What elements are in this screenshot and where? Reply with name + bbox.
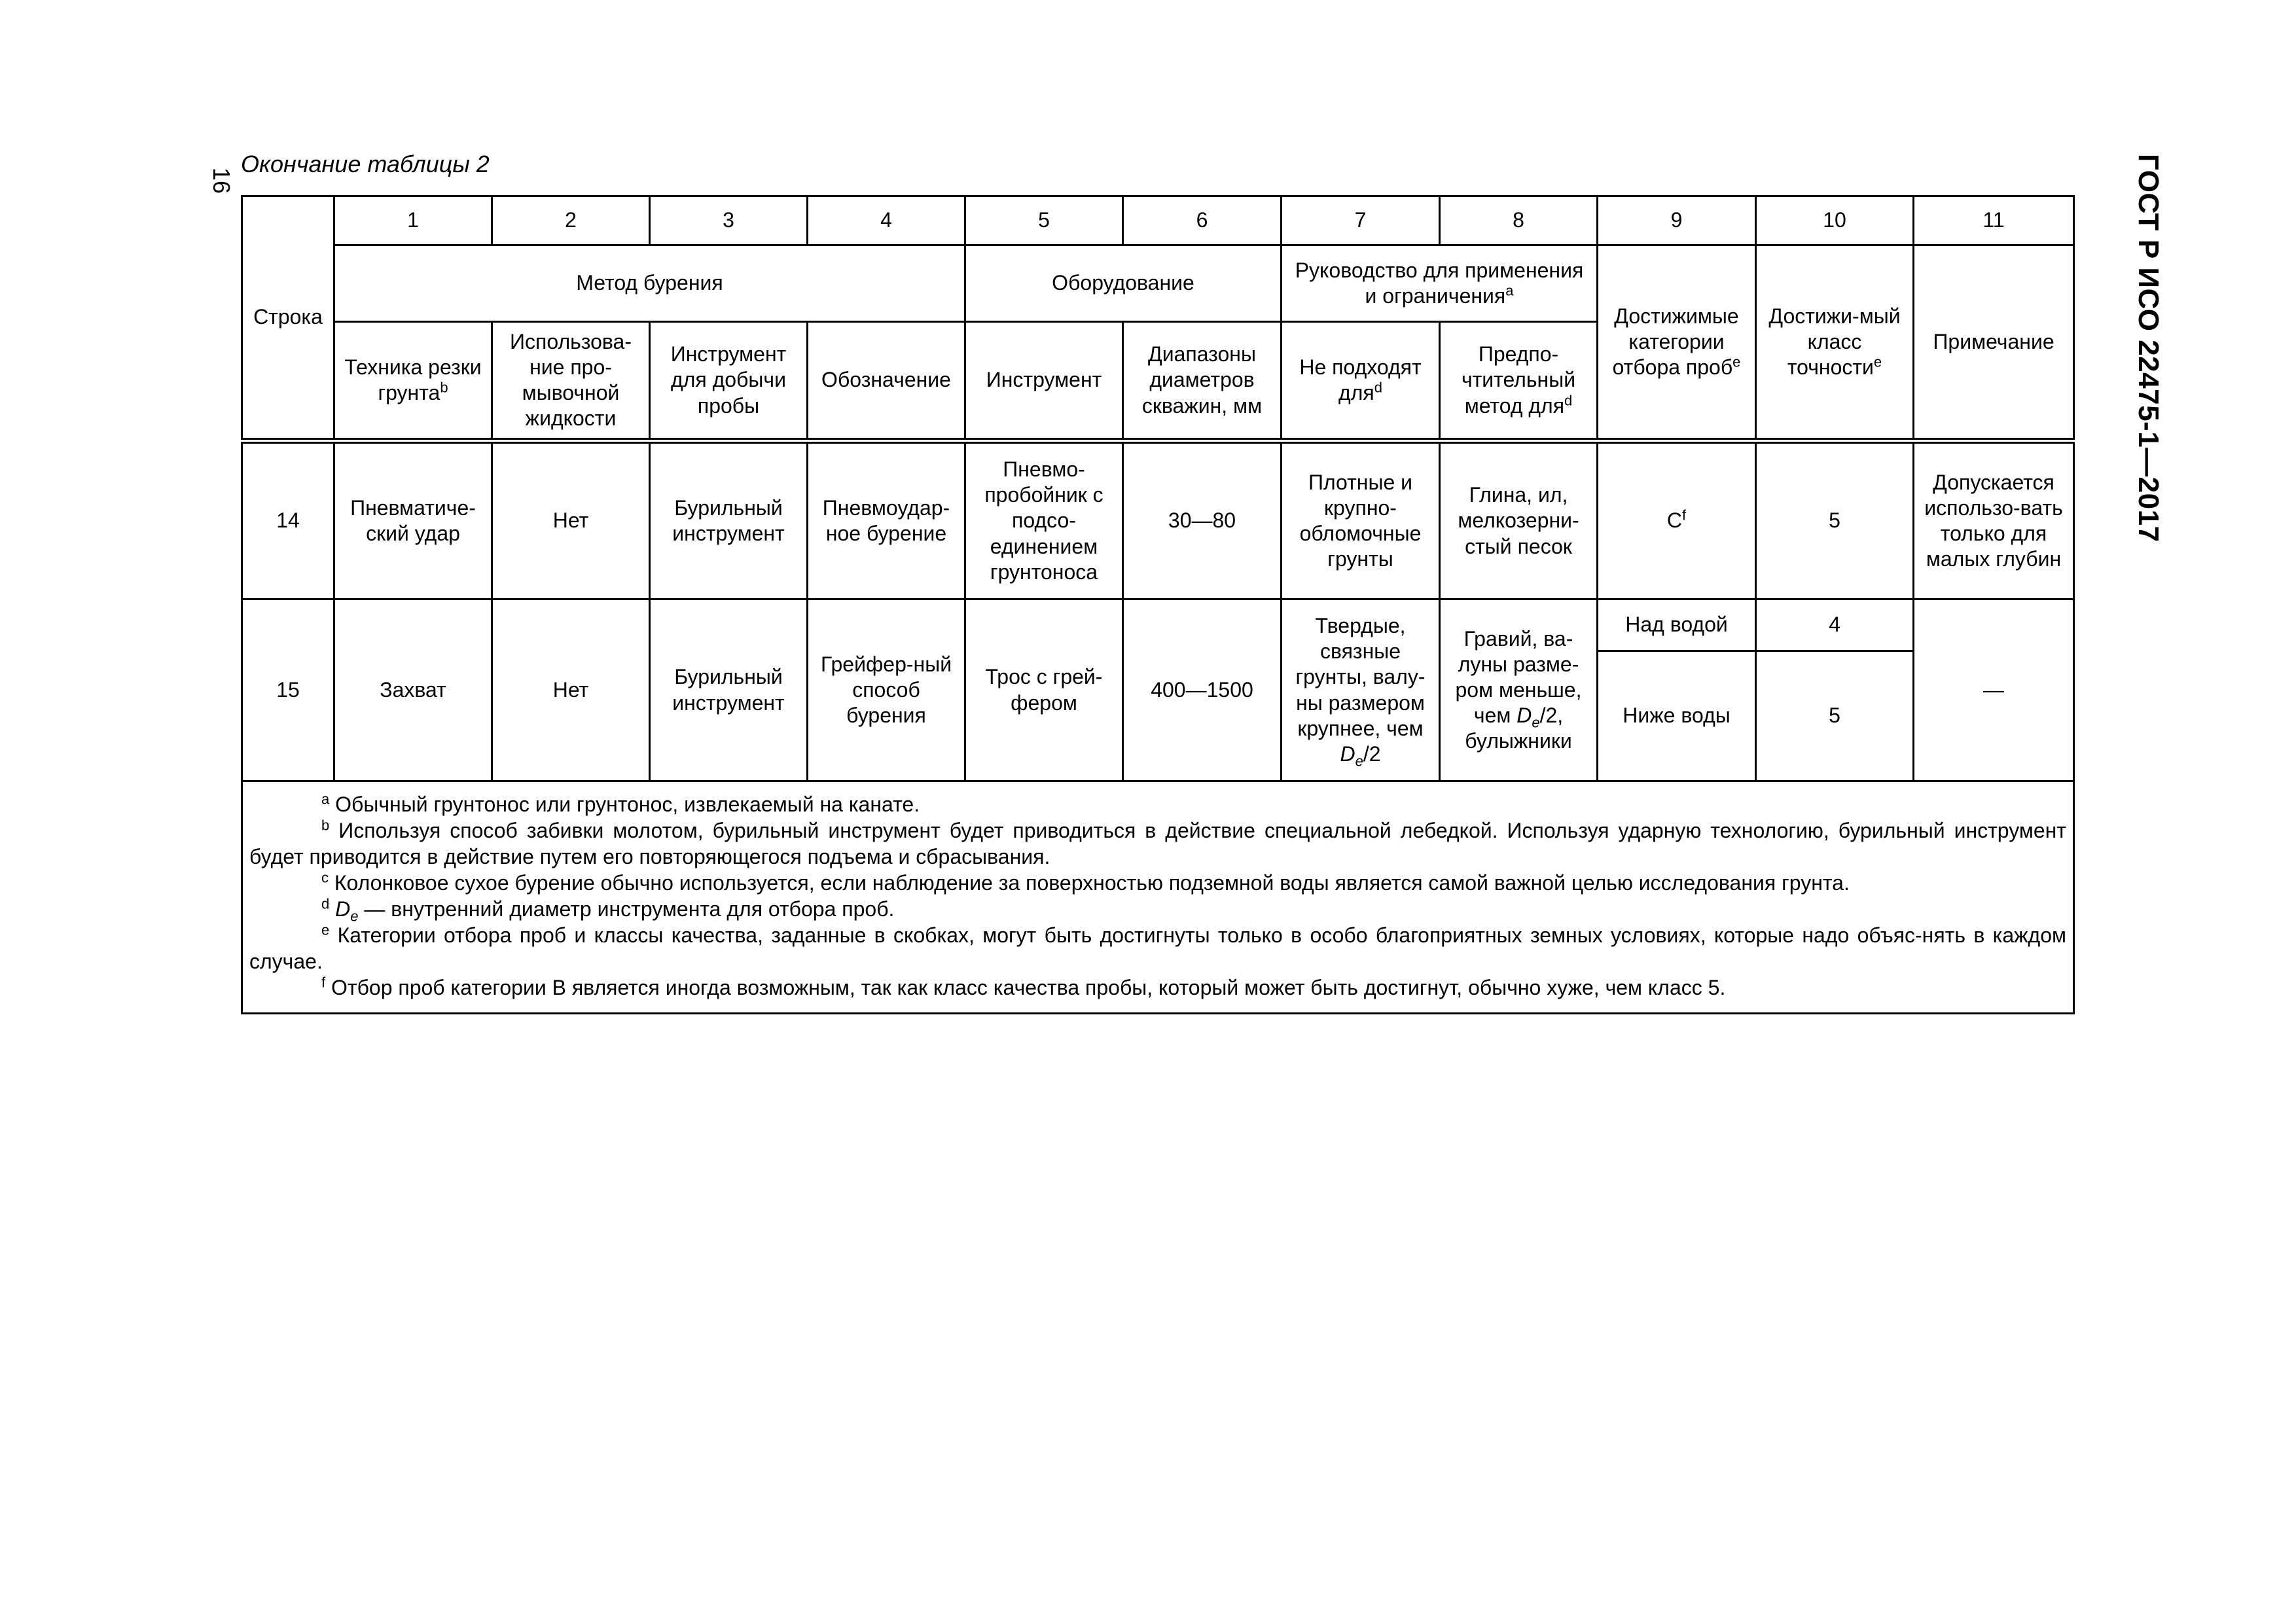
- header-not-suitable: [1282, 322, 1440, 441]
- cell-preferred-tail: /2, булыжники: [1465, 704, 1572, 753]
- cell-not-suitable-text: Твердые, связные грунты, валу-ны размером крупнее, чем: [1295, 614, 1426, 740]
- header-not-suitable-label: Не подходят для: [1299, 355, 1422, 404]
- cell-diameter: 30—80: [1123, 441, 1282, 599]
- group-guidance: [1282, 245, 1598, 322]
- group-equipment: Оборудование: [965, 245, 1282, 322]
- cell-extraction-tool: Бурильный инструмент: [650, 441, 808, 599]
- cell-cutting: Пневматиче-ский удар: [334, 441, 492, 599]
- header-extraction-tool: Инструмент для добычи пробы: [650, 322, 808, 441]
- footnotes: [242, 781, 2074, 1014]
- footnote-mark: f: [1681, 507, 1687, 524]
- cell-flushing: Нет: [492, 441, 650, 599]
- footnote-c: [249, 870, 2066, 896]
- header-flushing: Использова-ние про-мывочной жидкости: [492, 322, 650, 441]
- header-preferred-label: Предпо-чтительный метод для: [1461, 342, 1576, 418]
- column-number: 10: [1756, 196, 1914, 245]
- column-number: 9: [1598, 196, 1756, 245]
- column-number: 6: [1123, 196, 1282, 245]
- row-header-cell: Строка: [242, 196, 334, 441]
- footnote-mark: e: [1873, 353, 1882, 370]
- cell-category-value: C: [1666, 508, 1682, 533]
- diameter-subscript: e: [350, 908, 359, 925]
- cell-designation: Грейфер-ный способ бурения: [808, 599, 965, 781]
- cell-category: [1598, 441, 1756, 599]
- cell-instrument: Трос с грей-фером: [965, 599, 1123, 781]
- header-cutting: [334, 322, 492, 441]
- cell-note: Допускается использо-вать только для малых глубин: [1914, 441, 2074, 599]
- cell-not-suitable: Плотные и крупно-обломочные грунты: [1282, 441, 1440, 599]
- footnote-mark: a: [321, 791, 330, 808]
- footnote-text: — внутренний диаметр инструмента для отбора проб.: [358, 897, 895, 921]
- cell-preferred: [1440, 599, 1598, 781]
- footnote-mark: c: [321, 869, 329, 886]
- table-row: [242, 599, 2074, 651]
- footnote-f: [249, 974, 2066, 1001]
- column-number: 4: [808, 196, 965, 245]
- footnote-a: [249, 791, 2066, 817]
- header-instrument: Инструмент: [965, 322, 1123, 441]
- diameter-symbol: D: [1340, 741, 1355, 766]
- footnotes-row: [242, 781, 2074, 1014]
- group-drilling-method: Метод бурения: [334, 245, 965, 322]
- column-number: 3: [650, 196, 808, 245]
- diameter-subscript: e: [1355, 752, 1363, 769]
- group-guidance-label: Руководство для применения и ограничения: [1295, 258, 1584, 308]
- table-caption: Окончание таблицы 2: [241, 151, 490, 177]
- column-number: 5: [965, 196, 1123, 245]
- column-number: 1: [334, 196, 492, 245]
- column-number: 11: [1914, 196, 2074, 245]
- cell-designation: Пневмоудар-ное бурение: [808, 441, 965, 599]
- cell-not-suitable: [1282, 599, 1440, 781]
- column-number: 2: [492, 196, 650, 245]
- header-categories-label: Достижимые категории отбора проб: [1612, 304, 1739, 380]
- cell-accuracy-above-water: 4: [1756, 599, 1914, 651]
- header-cutting-label: Техника резки грунта: [344, 355, 482, 404]
- cell-extraction-tool: Бурильный инструмент: [650, 599, 808, 781]
- footnote-mark: b: [321, 817, 330, 834]
- footnote-e: [249, 922, 2066, 974]
- diameter-symbol: D: [335, 897, 351, 921]
- cell-accuracy-below-water: 5: [1756, 651, 1914, 781]
- cell-preferred: Глина, ил, мелкозерни-стый песок: [1440, 441, 1598, 599]
- cell-instrument: Пневмо-пробойник с подсо-единением грунтоноса: [965, 441, 1123, 599]
- header-preferred: [1440, 322, 1598, 441]
- cell-category-above-water: Над водой: [1598, 599, 1756, 651]
- footnote-mark: f: [321, 974, 326, 991]
- cell-cutting: Захват: [334, 599, 492, 781]
- group-header-row: [242, 245, 2074, 322]
- cell-diameter: 400—1500: [1123, 599, 1282, 781]
- row-number: 15: [242, 599, 334, 781]
- footnote-text: Отбор проб категории B является иногда возможным, так как класс качества пробы, который может быть достигнут, обычно хуже, чем класс 5.: [331, 976, 1726, 999]
- diameter-symbol: D: [1516, 704, 1532, 728]
- diameter-subscript: e: [1532, 714, 1540, 731]
- data-table: [241, 195, 2075, 1014]
- header-diameter: Диапазоны диаметров скважин, мм: [1123, 322, 1282, 441]
- footnote-mark: b: [440, 379, 448, 396]
- footnote-mark: e: [1732, 353, 1741, 370]
- column-number: 8: [1440, 196, 1598, 245]
- page-number: 16: [208, 167, 236, 194]
- header-note: Примечание: [1914, 245, 2074, 441]
- header-accuracy-label: Достижи-мый класс точности: [1768, 304, 1901, 380]
- cell-category-below-water: Ниже воды: [1598, 651, 1756, 781]
- column-number-row: [242, 196, 2074, 245]
- footnote-mark: a: [1505, 282, 1514, 299]
- footnote-text: Используя способ забивки молотом, бурильный инструмент будет приводиться в действие специальной лебедкой. Используя ударную технологию, бурильный инструмент будет приводится в действие путем его повторяющегося подъема и сбрасывания.: [249, 819, 2067, 868]
- footnote-d: [249, 895, 2066, 925]
- footnote-mark: d: [1564, 391, 1573, 408]
- table-row: [242, 441, 2074, 599]
- row-number: 14: [242, 441, 334, 599]
- cell-flushing: Нет: [492, 599, 650, 781]
- header-categories: [1598, 245, 1756, 441]
- header-accuracy: [1756, 245, 1914, 441]
- footnote-mark: e: [321, 921, 330, 938]
- cell-not-suitable-tail: /2: [1363, 741, 1381, 766]
- cell-preferred-text: Гравий, ва-луны разме-ром меньше, чем: [1455, 626, 1582, 728]
- footnote-text: Колонковое сухое бурение обычно используется, если наблюдение за поверхностью подземной воды является самой важной целью исследования грунта.: [334, 871, 1850, 895]
- footnote-b: [249, 817, 2066, 870]
- header-designation: Обозначение: [808, 322, 965, 441]
- footnote-mark: d: [321, 895, 330, 912]
- footnote-text: Обычный грунтонос или грунтонос, извлекаемый на канате.: [335, 793, 920, 816]
- footnote-text: Категории отбора проб и классы качества, заданные в скобках, могут быть достигнуты только в особо благоприятных земных условиях, которые надо объяс-нять в каждом случае.: [249, 923, 2067, 973]
- column-number: 7: [1282, 196, 1440, 245]
- cell-note: —: [1914, 599, 2074, 781]
- footnote-mark: d: [1374, 379, 1382, 396]
- standard-code: ГОСТ Р ИСО 22475-1—2017: [2132, 154, 2164, 543]
- cell-accuracy: 5: [1756, 441, 1914, 599]
